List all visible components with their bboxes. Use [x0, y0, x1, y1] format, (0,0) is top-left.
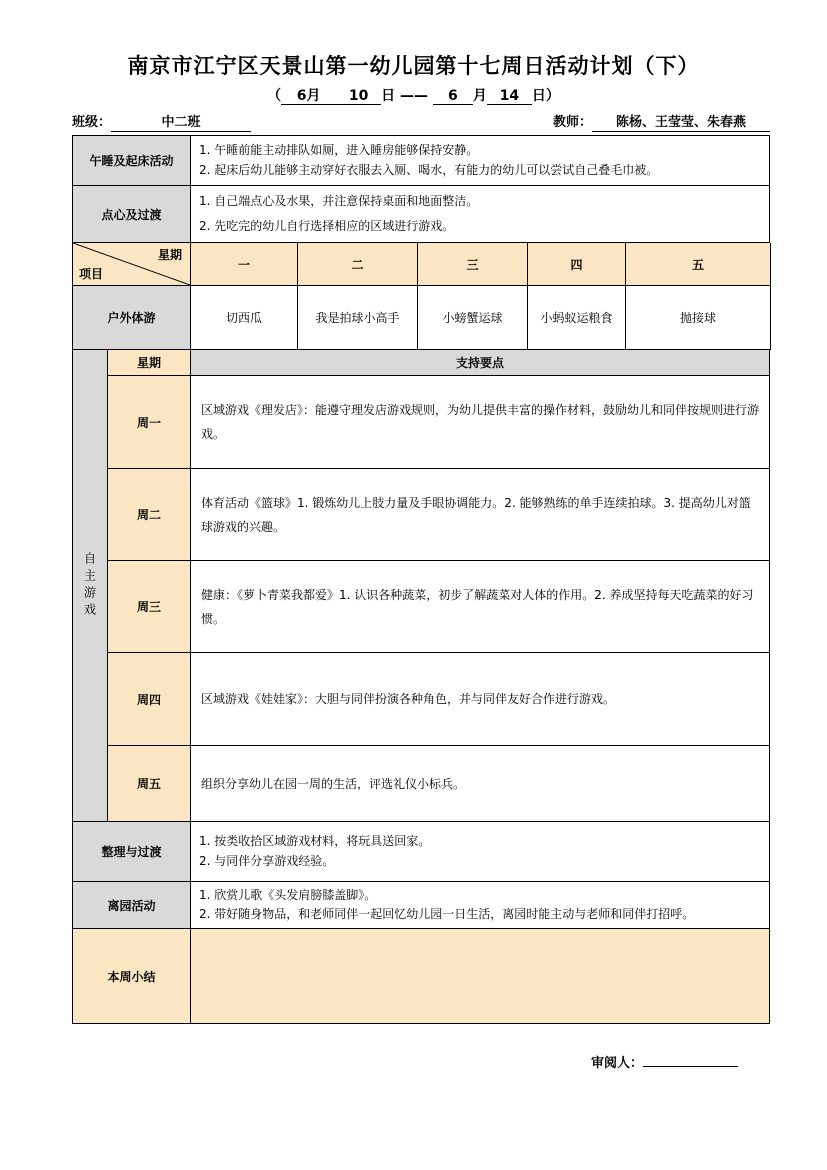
autonomous-content-thu: 区域游戏《娃娃家》：大胆与同伴扮演各种角色，并与同伴友好合作进行游戏。	[191, 653, 770, 746]
teacher-field	[553, 111, 770, 132]
tidy-line-1: 1. 按类收拾区域游戏材料，将玩具送回家。	[199, 834, 431, 849]
outdoor-label: 户外体游	[73, 286, 191, 350]
day-header-tue: 二	[298, 243, 418, 286]
date-month1: 6月	[281, 88, 336, 105]
corner-item-label: 项目	[79, 267, 104, 282]
autonomous-row-mon	[108, 376, 770, 469]
nap-label: 午睡及起床活动	[73, 136, 191, 186]
table-row-nap	[73, 136, 770, 186]
summary-content	[191, 929, 770, 1024]
date-dash: ——	[400, 88, 428, 104]
autonomous-week-header: 星期	[108, 350, 191, 376]
reviewer-line	[72, 1052, 770, 1071]
snack-content	[191, 186, 770, 243]
autonomous-row-thu	[108, 653, 770, 746]
table-row-snack	[73, 186, 770, 243]
autonomous-play-section	[73, 350, 770, 822]
date-month2: 6	[433, 88, 473, 105]
nap-line-2: 2. 起床后幼儿能够主动穿好衣服去入厕、喝水，有能力的幼儿可以尝试自己叠毛巾被。	[199, 162, 659, 177]
autonomous-day-fri: 周五	[108, 746, 191, 822]
outdoor-activity-thu: 小蚂蚁运粮食	[528, 286, 626, 350]
outdoor-activity-tue: 我是拍球小高手	[298, 286, 418, 350]
day-header-mon: 一	[191, 243, 298, 286]
date-ri1: 日	[381, 88, 396, 104]
reviewer-label: 审阅人：	[590, 1056, 643, 1072]
day-header-thu: 四	[528, 243, 626, 286]
autonomous-row-wed	[108, 561, 770, 653]
snack-label: 点心及过渡	[73, 186, 191, 243]
corner-week-label: 星期	[157, 248, 182, 263]
autonomous-rows	[108, 350, 770, 822]
leave-line-1: 1. 欣赏儿歌《头发肩膀膝盖脚》。	[199, 887, 377, 902]
table-row-summary	[73, 929, 770, 1024]
autonomous-row-fri	[108, 746, 770, 822]
outdoor-activity-mon: 切西瓜	[191, 286, 298, 350]
autonomous-side-label: 自主游戏	[82, 551, 97, 620]
table-row-day-header	[73, 243, 770, 286]
tidy-line-2: 2. 与同伴分享游戏经验。	[199, 853, 335, 868]
nap-content	[191, 136, 770, 186]
page-title: 南京市江宁区天景山第一幼儿园第十七周日活动计划（下）	[127, 54, 700, 78]
class-label: 班级：	[72, 115, 112, 131]
autonomous-content-fri: 组织分享幼儿在园一周的生活，评选礼仪小标兵。	[191, 746, 770, 822]
summary-label: 本周小结	[73, 929, 191, 1024]
activity-plan-table	[72, 135, 770, 1024]
meta-line	[72, 111, 770, 132]
date-day2: 14	[487, 88, 532, 105]
date-day1: 10	[336, 88, 381, 105]
diagonal-header-cell	[73, 243, 191, 286]
autonomous-content-wed: 健康：《萝卜青菜我都爱》1. 认识各种蔬菜，初步了解蔬菜对人体的作用。2. 养成坚持每天吃蔬菜的好习惯。	[191, 561, 770, 653]
teacher-value: 陈杨、王莹莹、朱春燕	[592, 116, 770, 132]
date-close: 日）	[531, 88, 560, 104]
outdoor-activity-wed: 小螃蟹运球	[418, 286, 528, 350]
tidy-content	[191, 822, 770, 882]
autonomous-day-wed: 周三	[108, 561, 191, 653]
autonomous-side-label-cell	[73, 350, 108, 822]
date-open: （	[267, 88, 282, 104]
autonomous-content-tue: 体育活动《篮球》1. 锻炼幼儿上肢力量及手眼协调能力。2. 能够熟练的单手连续拍球。3. 提高幼儿对篮球游戏的兴趣。	[191, 469, 770, 561]
date-yue2: 月	[472, 88, 487, 104]
day-header-fri: 五	[626, 243, 771, 286]
autonomous-row-tue	[108, 469, 770, 561]
reviewer-value	[643, 1066, 738, 1067]
tidy-label: 整理与过渡	[73, 822, 191, 882]
autonomous-day-tue: 周二	[108, 469, 191, 561]
day-header-wed: 三	[418, 243, 528, 286]
snack-line-2: 2. 先吃完的幼儿自行选择相应的区域进行游戏。	[199, 219, 455, 234]
autonomous-header-row	[108, 350, 770, 376]
outdoor-activity-fri: 抛接球	[626, 286, 771, 350]
autonomous-day-thu: 周四	[108, 653, 191, 746]
leave-label: 离园活动	[73, 882, 191, 929]
autonomous-day-mon: 周一	[108, 376, 191, 469]
table-row-leave	[73, 882, 770, 929]
snack-line-1: 1. 自己端点心及水果，并注意保持桌面和地面整洁。	[199, 193, 479, 208]
leave-line-2: 2. 带好随身物品，和老师同伴一起回忆幼儿园一日生活，离园时能主动与老师和同伴打招呼。	[199, 907, 695, 922]
teacher-label: 教师：	[552, 115, 592, 131]
autonomous-support-header: 支持要点	[191, 350, 770, 376]
table-row-tidy	[73, 822, 770, 882]
class-value: 中二班	[111, 116, 251, 132]
date-line	[0, 85, 827, 105]
table-row-outdoor	[73, 286, 770, 350]
class-field	[72, 111, 251, 132]
autonomous-content-mon: 区域游戏《理发店》：能遵守理发店游戏规则，为幼儿提供丰富的操作材料，鼓励幼儿和同伴按规则进行游戏。	[191, 376, 770, 469]
nap-line-1: 1. 午睡前能主动排队如厕，进入睡房能够保持安静。	[199, 143, 479, 158]
leave-content	[191, 882, 770, 929]
